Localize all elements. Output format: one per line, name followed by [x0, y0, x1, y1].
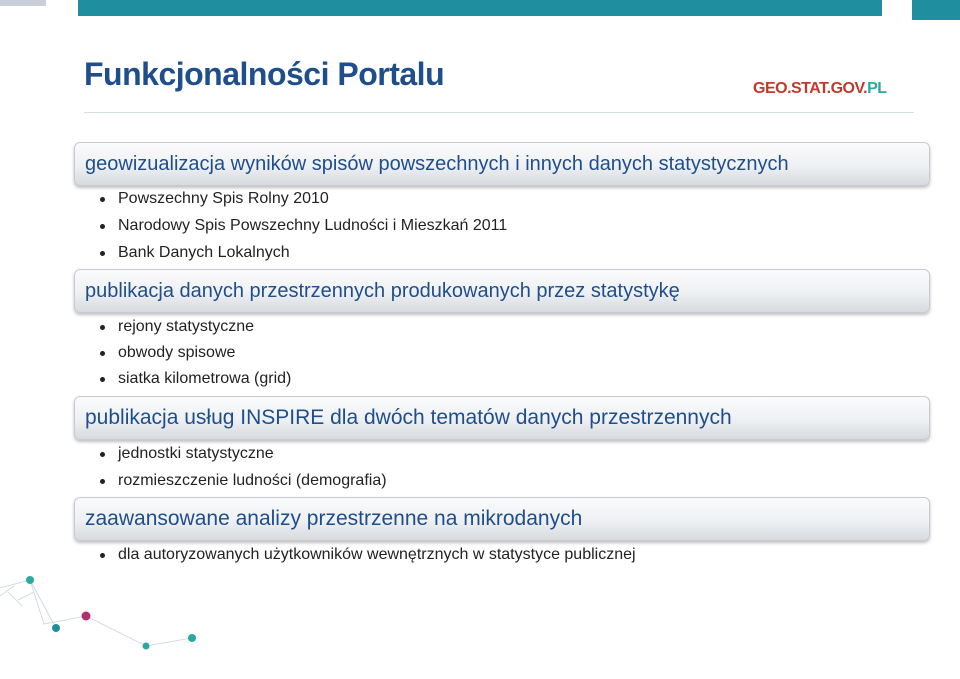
section-heading — [74, 497, 930, 541]
list-item — [100, 370, 291, 388]
geostat-logo — [753, 80, 887, 98]
list-item — [100, 445, 274, 463]
bullet-icon — [100, 351, 105, 356]
bullet-icon — [100, 553, 105, 558]
bullet-icon — [100, 377, 105, 382]
list-item-text: dla autoryzowanych użytkowników wewnętrznych w statystyce publicznej — [118, 546, 636, 563]
logo-main: GEO.STAT.GOV. — [753, 80, 868, 97]
list-item-text: jednostki statystyczne — [118, 445, 274, 462]
bullet-icon — [100, 197, 105, 202]
list-item-text: rejony statystyczne — [118, 318, 255, 335]
section-heading-text: geowizualizacja wyników spisów powszechnych i innych danych statystycznych — [85, 152, 789, 175]
section-heading-text: zaawansowane analizy przestrzenne na mikrodanych — [85, 507, 583, 530]
network-node-icon — [188, 634, 196, 642]
list-item-text: Narodowy Spis Powszechny Ludności i Mieszkań 2011 — [118, 217, 508, 234]
logo-suffix: PL — [867, 80, 887, 97]
list-item-text: rozmieszczenie ludności (demografia) — [118, 472, 387, 489]
section-heading-text: publikacja usług INSPIRE dla dwóch tematów danych przestrzennych — [85, 406, 732, 429]
title-divider — [84, 112, 914, 113]
list-item — [100, 344, 235, 362]
section-heading-text: publikacja danych przestrzennych produkowanych przez statystykę — [85, 279, 680, 302]
section-heading — [74, 396, 930, 440]
network-decoration-icon — [0, 566, 240, 679]
bullet-icon — [100, 479, 105, 484]
section-heading — [74, 142, 930, 186]
list-item — [100, 546, 636, 564]
network-node-icon — [26, 576, 34, 584]
page-title: Funkcjonalności Portalu — [84, 56, 445, 92]
network-node-icon — [143, 643, 150, 650]
list-item — [100, 217, 507, 235]
top-bar — [78, 0, 882, 16]
list-item — [100, 190, 329, 208]
list-item-text: Powszechny Spis Rolny 2010 — [118, 190, 329, 207]
network-node-icon — [82, 612, 91, 621]
list-item-text: obwody spisowe — [118, 344, 236, 361]
list-item — [100, 244, 290, 262]
bullet-icon — [100, 224, 105, 229]
bullet-icon — [100, 452, 105, 457]
list-item — [100, 472, 387, 490]
bullet-icon — [100, 251, 105, 256]
top-bar-left — [0, 0, 46, 6]
list-item-text: siatka kilometrowa (grid) — [118, 370, 292, 387]
network-node-icon — [52, 624, 60, 632]
list-item — [100, 318, 254, 336]
section-heading — [74, 269, 930, 313]
list-item-text: Bank Danych Lokalnych — [118, 244, 290, 261]
bullet-icon — [100, 325, 105, 330]
top-bar-right — [912, 0, 960, 20]
